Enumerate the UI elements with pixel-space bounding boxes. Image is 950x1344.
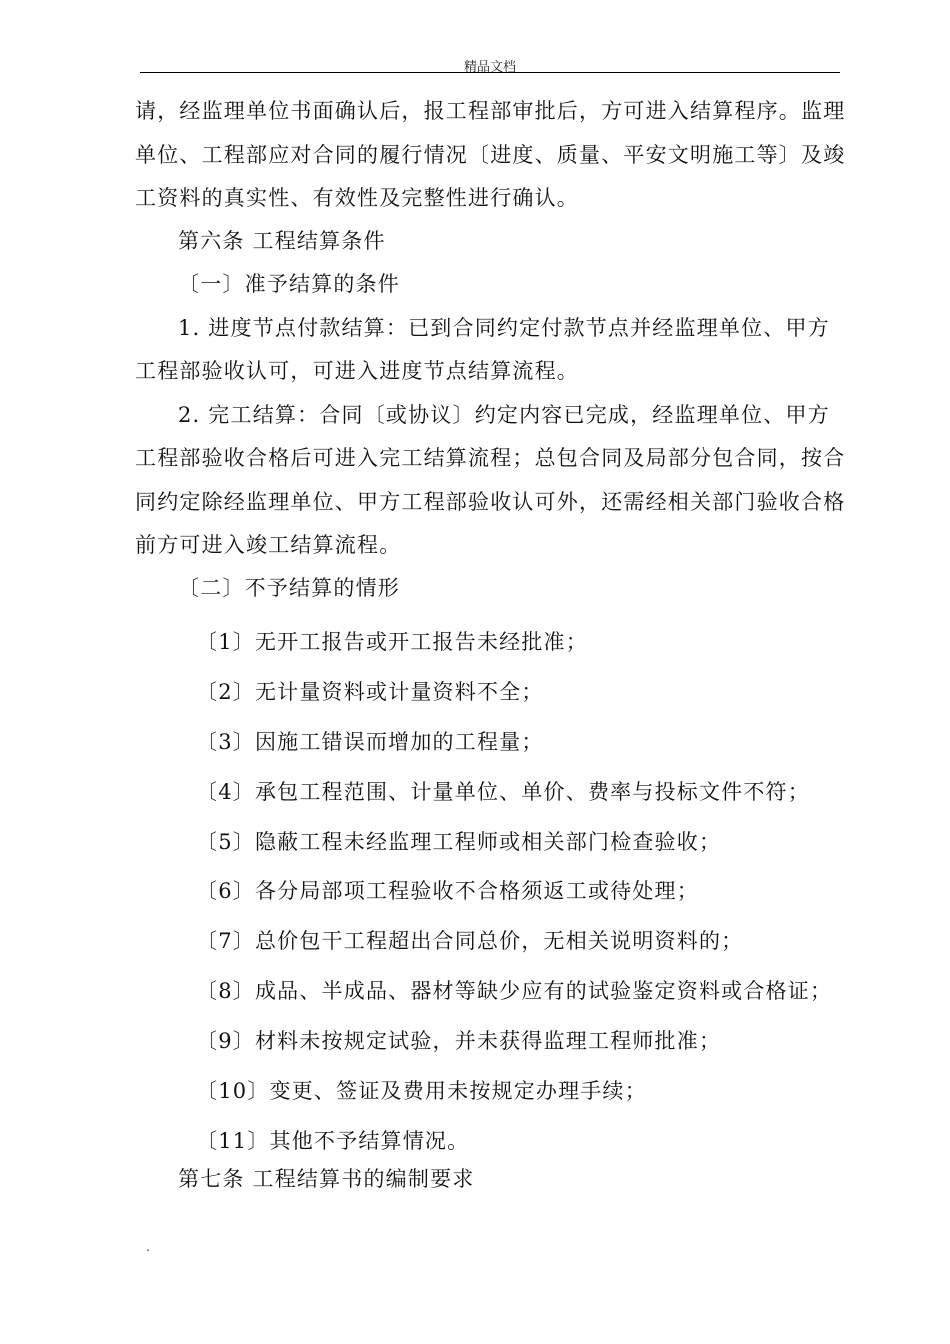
- list-item: 〔11〕其他不予结算情况。: [196, 1129, 470, 1153]
- list-item: 〔10〕变更、签证及费用未按规定办理手续；: [196, 1079, 647, 1103]
- header-divider: [140, 72, 840, 73]
- list-item: 〔9〕材料未按规定试验，并未获得监理工程师批准；: [196, 1029, 722, 1053]
- list-item: 〔8〕成品、半成品、器材等缺少应有的试验鉴定资料或合格证；: [196, 979, 833, 1003]
- section-heading: 〔一〕准予结算的条件: [178, 272, 400, 296]
- list-item: 〔5〕隐蔽工程未经监理工程师或相关部门检查验收；: [196, 830, 722, 854]
- paragraph-line: 前方可进入竣工结算流程。: [135, 533, 402, 557]
- page-header-title: 精品文档: [463, 60, 516, 75]
- footer-mark: .: [146, 1240, 150, 1254]
- list-item: 〔2〕无计量资料或计量资料不全；: [196, 680, 544, 704]
- list-item: 〔6〕各分局部项工程验收不合格须返工或待处理；: [196, 879, 699, 903]
- list-item: 〔4〕承包工程范围、计量单位、单价、费率与投标文件不符；: [196, 780, 810, 804]
- paragraph-line: 2. 完工结算：合同〔或协议〕约定内容已完成，经监理单位、甲方: [178, 403, 830, 427]
- article-heading: 第六条 工程结算条件: [178, 229, 386, 253]
- paragraph-line: 同约定除经监理单位、甲方工程部验收认可外，还需经相关部门验收合格: [135, 490, 846, 514]
- paragraph-line: 工程部验收认可，可进入进度节点结算流程。: [135, 359, 579, 383]
- list-item: 〔1〕无开工报告或开工报告未经批准；: [196, 630, 588, 654]
- paragraph-line: 单位、工程部应对合同的履行情况〔进度、质量、平安文明施工等〕及竣: [135, 143, 846, 167]
- paragraph-line: 1. 进度节点付款结算：已到合同约定付款节点并经监理单位、甲方: [178, 316, 830, 340]
- paragraph-line: 工资料的真实性、有效性及完整性进行确认。: [135, 186, 579, 210]
- article-heading: 第七条 工程结算书的编制要求: [178, 1167, 475, 1191]
- paragraph-line: 工程部验收合格后可进入完工结算流程；总包合同及局部分包合同，按合: [135, 446, 846, 470]
- list-item: 〔3〕因施工错误而增加的工程量；: [196, 730, 544, 754]
- list-item: 〔7〕总价包干工程超出合同总价，无相关说明资料的；: [196, 929, 744, 953]
- paragraph-line: 请，经监理单位书面确认后，报工程部审批后，方可进入结算程序。监理: [135, 99, 846, 123]
- section-heading: 〔二〕不予结算的情形: [178, 576, 400, 600]
